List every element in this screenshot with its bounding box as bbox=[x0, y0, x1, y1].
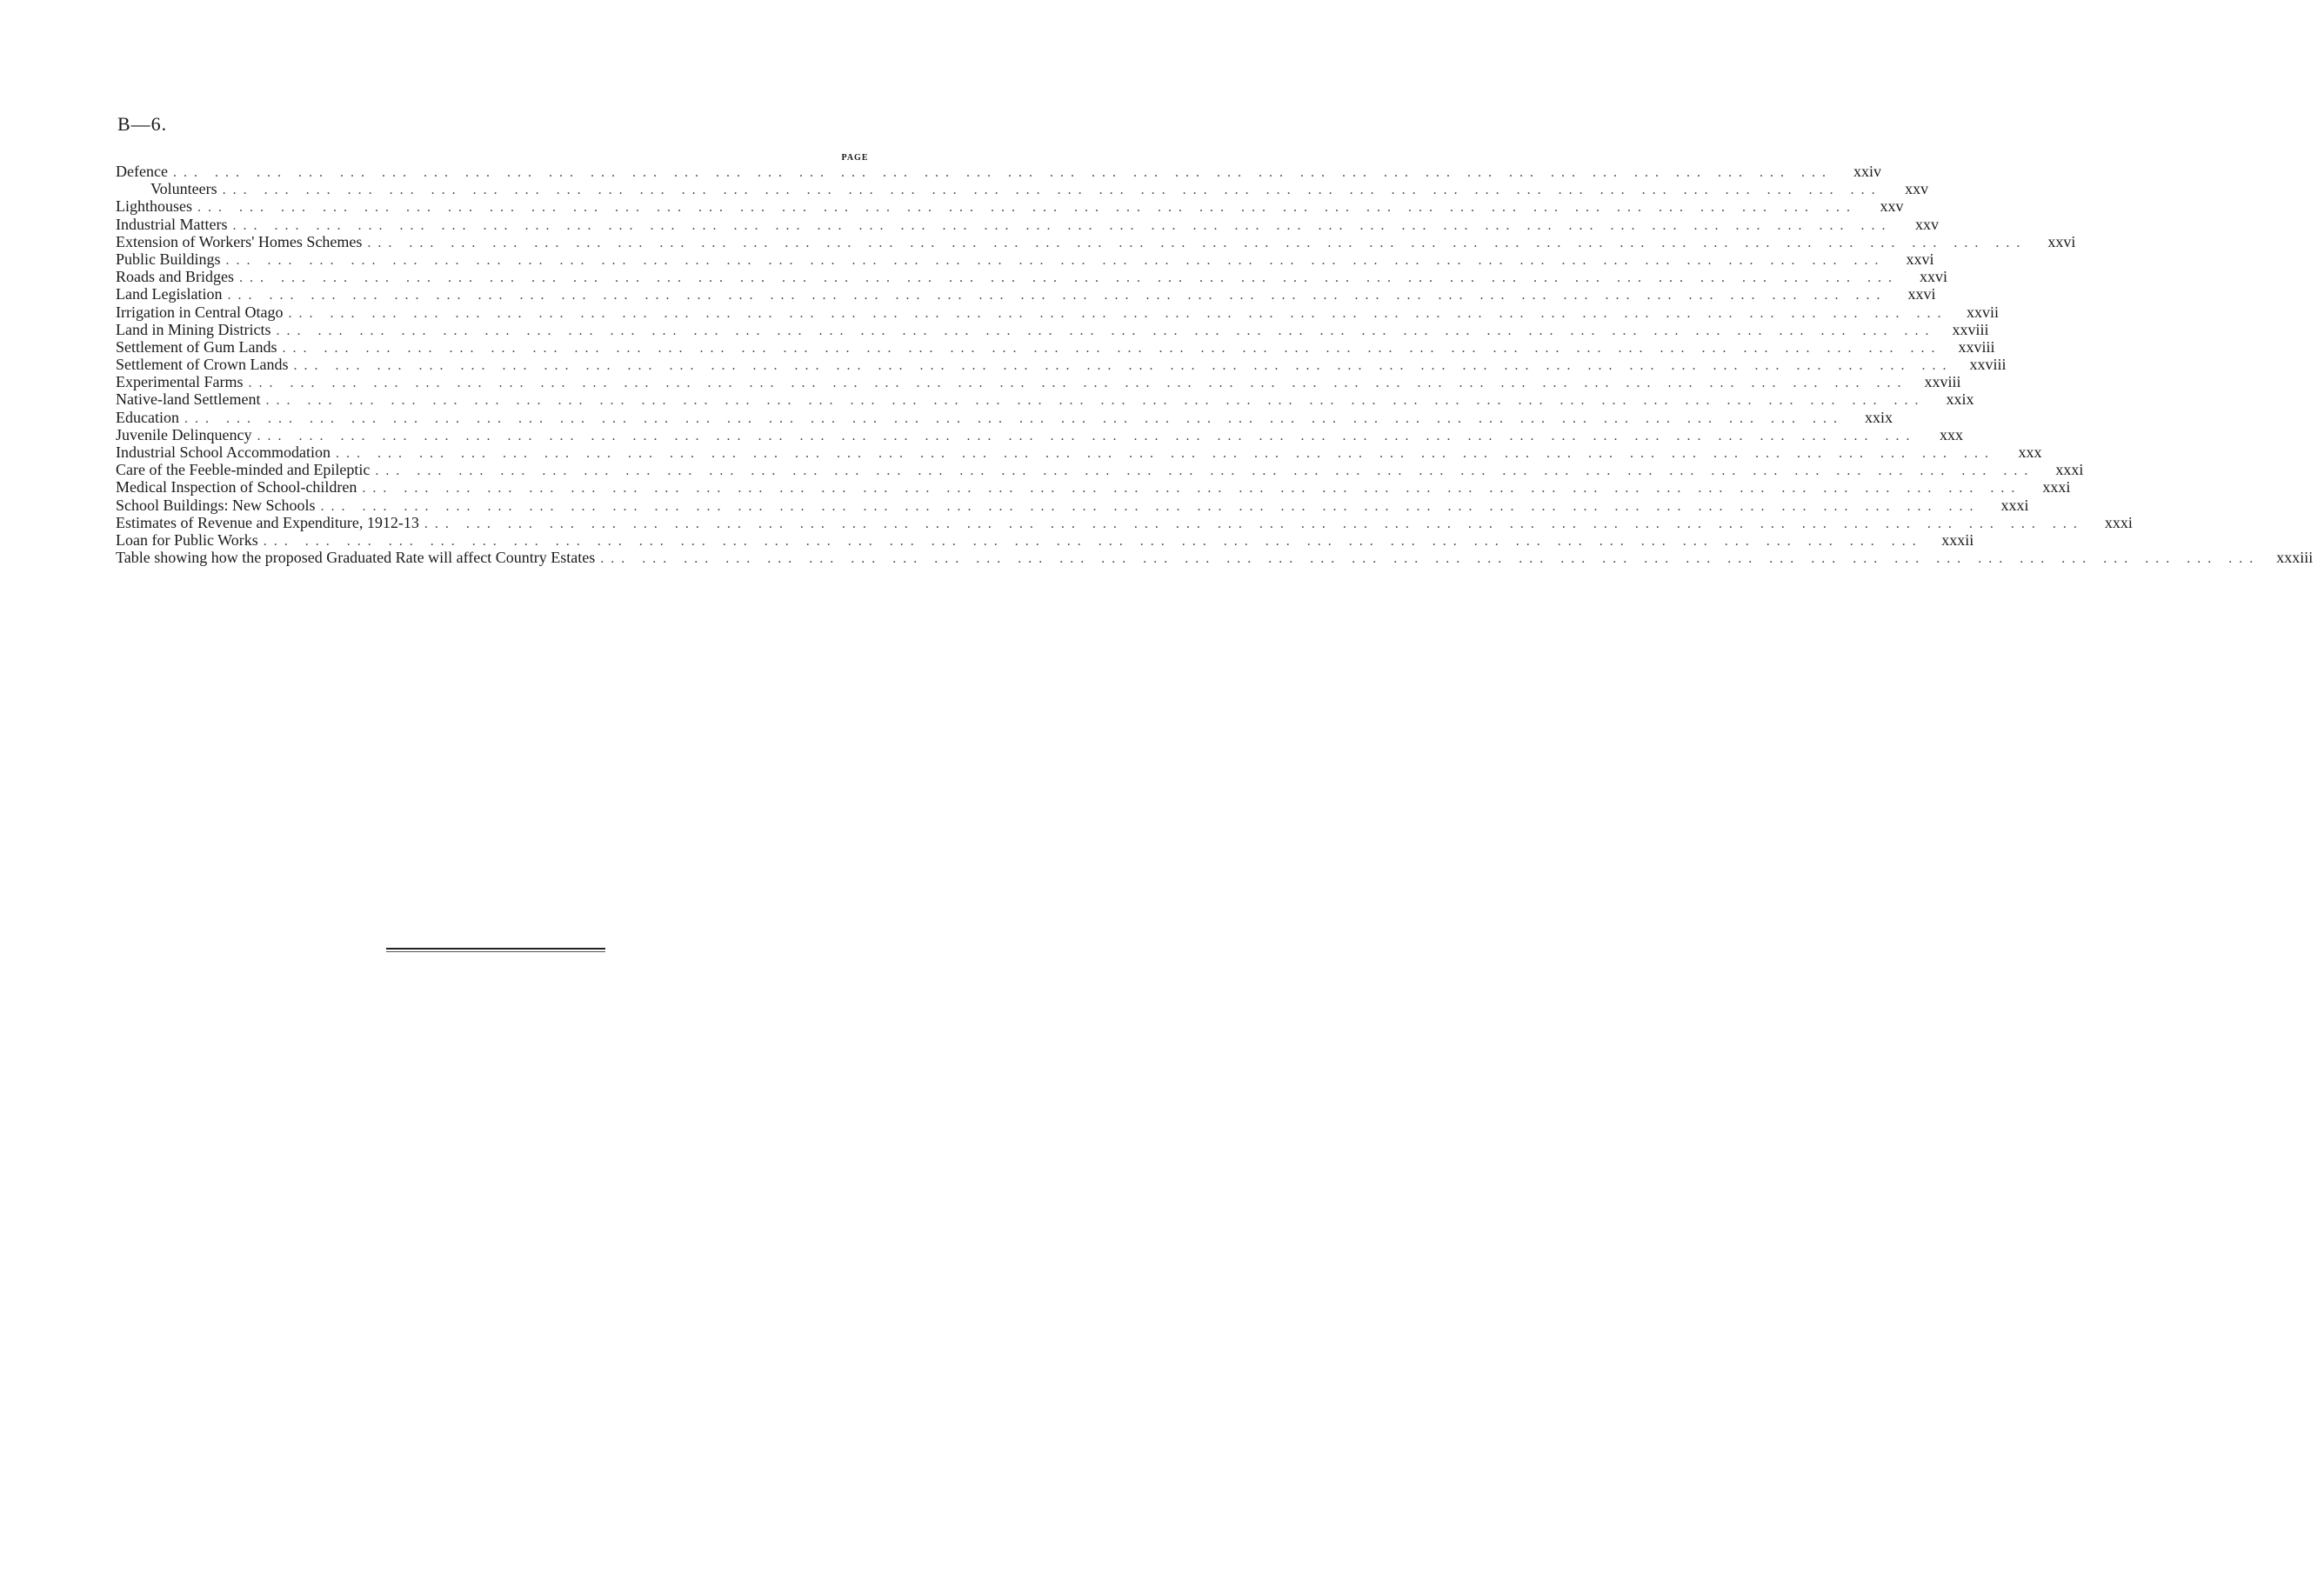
toc-entry bbox=[116, 320, 1989, 338]
toc-entry-title: Estimates of Revenue and Expenditure, 1912-13 bbox=[116, 513, 419, 531]
toc-entry bbox=[116, 443, 2042, 461]
toc-entry bbox=[116, 285, 1936, 303]
toc-entry-title: Land in Mining Districts bbox=[116, 320, 271, 338]
toc-entry bbox=[116, 373, 1961, 391]
toc-entry bbox=[116, 513, 2133, 531]
dot-leader: ... ... ... ... ... ... ... ... ... ... ... ... ... ... ... ... ... ... ... ... ... ... ... ... ... ... ... ... ... ... ... ... ... ... ... ... ... ... ... ... bbox=[362, 481, 2022, 497]
toc-entry bbox=[116, 425, 1963, 443]
toc-entry bbox=[116, 197, 1904, 216]
dot-leader: ... ... ... ... ... ... ... ... ... ... ... ... ... ... ... ... ... ... ... ... ... ... ... ... ... ... ... ... ... ... ... ... ... ... ... ... ... ... ... ... bbox=[227, 288, 1887, 303]
toc-entry bbox=[116, 461, 2084, 479]
toc-entry-title: Industrial School Accommodation bbox=[116, 443, 331, 461]
dot-leader: ... ... ... ... ... ... ... ... ... ... ... ... ... ... ... ... ... ... ... ... ... ... ... ... ... ... ... ... ... ... ... ... ... ... ... ... ... ... ... ... bbox=[172, 165, 1833, 180]
toc-entry-page: xxxi bbox=[2055, 461, 2084, 479]
toc-entry-title: Settlement of Gum Lands bbox=[116, 337, 277, 356]
toc-entry bbox=[116, 356, 2007, 374]
toc-entry bbox=[116, 215, 1939, 233]
toc-entry-title: Experimental Farms bbox=[116, 373, 244, 391]
dot-leader: ... ... ... ... ... ... ... ... ... ... ... ... ... ... ... ... ... ... ... ... ... ... ... ... ... ... ... ... ... ... ... ... ... ... ... ... ... ... ... ... bbox=[232, 217, 1893, 233]
dot-leader: ... ... ... ... ... ... ... ... ... ... ... ... ... ... ... ... ... ... ... ... ... ... ... ... ... ... ... ... ... ... ... ... ... ... ... ... ... ... ... ... bbox=[265, 393, 1926, 409]
toc-entry-page: xxviii bbox=[1924, 373, 1961, 391]
dot-leader: ... ... ... ... ... ... ... ... ... ... ... ... ... ... ... ... ... ... ... ... ... ... ... ... ... ... ... ... ... ... ... ... ... ... ... ... ... ... ... ... bbox=[263, 533, 1923, 549]
toc-entry-page: xxvi bbox=[1906, 250, 1934, 268]
dot-leader: ... ... ... ... ... ... ... ... ... ... ... ... ... ... ... ... ... ... ... ... ... ... ... ... ... ... ... ... ... ... ... ... ... ... ... ... ... ... ... ... bbox=[248, 376, 1908, 391]
table-of-contents bbox=[116, 163, 2314, 567]
toc-entry-title: Medical Inspection of School-children bbox=[116, 478, 357, 497]
toc-entry-page: xxv bbox=[1914, 215, 1939, 233]
toc-entry-title: Loan for Public Works bbox=[116, 530, 258, 549]
toc-entry-title: Irrigation in Central Otago bbox=[116, 303, 284, 321]
dot-leader: ... ... ... ... ... ... ... ... ... ... ... ... ... ... ... ... ... ... ... ... ... ... ... ... ... ... ... ... ... ... ... ... ... ... ... ... ... ... ... ... bbox=[293, 358, 1953, 374]
toc-entry-title: Extension of Workers' Homes Schemes bbox=[116, 232, 363, 250]
toc-entry-page: xxxi bbox=[2042, 478, 2071, 497]
toc-entry-page: xxiv bbox=[1853, 163, 1881, 180]
toc-entry-page: xxv bbox=[1880, 197, 1904, 216]
toc-entry-page: xxvi bbox=[1907, 285, 1936, 303]
toc-entry-page: xxx bbox=[1939, 425, 1963, 443]
dot-leader: ... ... ... ... ... ... ... ... ... ... ... ... ... ... ... ... ... ... ... ... ... ... ... ... ... ... ... ... ... ... ... ... ... ... ... ... ... ... ... ... bbox=[222, 183, 1882, 198]
page-column-header: PAGE bbox=[841, 153, 869, 163]
dot-leader: ... ... ... ... ... ... ... ... ... ... ... ... ... ... ... ... ... ... ... ... ... ... ... ... ... ... ... ... ... ... ... ... ... ... ... ... ... ... ... ... bbox=[320, 498, 1980, 514]
toc-entry bbox=[116, 163, 1881, 180]
toc-entry-page: xxxii bbox=[1941, 530, 1974, 549]
toc-entry-page: xxviii bbox=[1952, 320, 1989, 338]
toc-entry-title: Roads and Bridges bbox=[116, 268, 234, 286]
dot-leader: ... ... ... ... ... ... ... ... ... ... ... ... ... ... ... ... ... ... ... ... ... ... ... ... ... ... ... ... ... ... ... ... ... ... ... ... ... ... ... ... bbox=[600, 551, 2261, 567]
toc-entry bbox=[116, 250, 1934, 268]
dot-leader: ... ... ... ... ... ... ... ... ... ... ... ... ... ... ... ... ... ... ... ... ... ... ... ... ... ... ... ... ... ... ... ... ... ... ... ... ... ... ... ... bbox=[238, 270, 1899, 286]
dot-leader: ... ... ... ... ... ... ... ... ... ... ... ... ... ... ... ... ... ... ... ... ... ... ... ... ... ... ... ... ... ... ... ... ... ... ... ... ... ... ... ... bbox=[335, 446, 1995, 461]
dot-leader: ... ... ... ... ... ... ... ... ... ... ... ... ... ... ... ... ... ... ... ... ... ... ... ... ... ... ... ... ... ... ... ... ... ... ... ... ... ... ... ... bbox=[367, 235, 2027, 250]
toc-entry-page: xxix bbox=[1946, 390, 1974, 409]
dot-leader: ... ... ... ... ... ... ... ... ... ... ... ... ... ... ... ... ... ... ... ... ... ... ... ... ... ... ... ... ... ... ... ... ... ... ... ... ... ... ... ... bbox=[257, 428, 1917, 443]
dot-leader: ... ... ... ... ... ... ... ... ... ... ... ... ... ... ... ... ... ... ... ... ... ... ... ... ... ... ... ... ... ... ... ... ... ... ... ... ... ... ... ... bbox=[184, 410, 1844, 426]
toc-entry bbox=[116, 268, 1947, 286]
toc-entry-page: xxxiii bbox=[2276, 549, 2314, 567]
dot-leader: ... ... ... ... ... ... ... ... ... ... ... ... ... ... ... ... ... ... ... ... ... ... ... ... ... ... ... ... ... ... ... ... ... ... ... ... ... ... ... ... bbox=[375, 463, 2035, 479]
toc-entry-title: School Buildings: New Schools bbox=[116, 496, 316, 514]
dot-leader: ... ... ... ... ... ... ... ... ... ... ... ... ... ... ... ... ... ... ... ... ... ... ... ... ... ... ... ... ... ... ... ... ... ... ... ... ... ... ... ... bbox=[225, 252, 1886, 268]
dot-leader: ... ... ... ... ... ... ... ... ... ... ... ... ... ... ... ... ... ... ... ... ... ... ... ... ... ... ... ... ... ... ... ... ... ... ... ... ... ... ... ... bbox=[197, 200, 1857, 216]
toc-entry-title: Education bbox=[116, 408, 179, 426]
toc-entry-page: xxx bbox=[2018, 443, 2042, 461]
dot-leader: ... ... ... ... ... ... ... ... ... ... ... ... ... ... ... ... ... ... ... ... ... ... ... ... ... ... ... ... ... ... ... ... ... ... ... ... ... ... ... ... bbox=[276, 323, 1936, 338]
toc-entry-page: xxvi bbox=[1919, 268, 1947, 286]
toc-entry bbox=[116, 337, 1995, 356]
toc-entry bbox=[116, 180, 1929, 198]
dot-leader: ... ... ... ... ... ... ... ... ... ... ... ... ... ... ... ... ... ... ... ... ... ... ... ... ... ... ... ... ... ... ... ... ... ... ... ... ... ... ... ... bbox=[282, 340, 1942, 356]
page-reference: B—6. bbox=[117, 113, 168, 135]
toc-entry-page: xxxi bbox=[2104, 513, 2133, 531]
toc-entry-title: Native-land Settlement bbox=[116, 390, 261, 409]
toc-entry-title: Industrial Matters bbox=[116, 215, 228, 233]
toc-entry-title: Table showing how the proposed Graduated Rate will affect Country Estates bbox=[116, 549, 596, 567]
toc-entry-page: xxviii bbox=[1969, 356, 2007, 374]
toc-entry bbox=[116, 530, 1974, 549]
toc-entry-title: Juvenile Delinquency bbox=[116, 425, 252, 443]
toc-entry-page: xxv bbox=[1905, 180, 1929, 198]
toc-entry bbox=[116, 478, 2071, 497]
toc-entry bbox=[116, 390, 1974, 409]
dot-leader: ... ... ... ... ... ... ... ... ... ... ... ... ... ... ... ... ... ... ... ... ... ... ... ... ... ... ... ... ... ... ... ... ... ... ... ... ... ... ... ... bbox=[424, 516, 2084, 531]
toc-entry-page: xxvii bbox=[1966, 303, 1999, 321]
toc-entry-page: xxix bbox=[1864, 408, 1893, 426]
toc-entry-title: Defence bbox=[116, 163, 168, 180]
dot-leader: ... ... ... ... ... ... ... ... ... ... ... ... ... ... ... ... ... ... ... ... ... ... ... ... ... ... ... ... ... ... ... ... ... ... ... ... ... ... ... ... bbox=[288, 305, 1948, 321]
toc-entry bbox=[116, 549, 2314, 567]
toc-entry bbox=[116, 232, 2076, 250]
toc-entry-title: Care of the Feeble-minded and Epileptic bbox=[116, 461, 371, 479]
toc-entry-page: xxviii bbox=[1958, 337, 1995, 356]
toc-entry-title: Settlement of Crown Lands bbox=[116, 356, 289, 374]
toc-entry bbox=[116, 408, 1893, 426]
toc-entry-title: Lighthouses bbox=[116, 197, 192, 216]
toc-entry-title: Volunteers bbox=[150, 180, 217, 198]
section-divider-rule bbox=[386, 948, 605, 953]
toc-entry bbox=[116, 303, 1999, 321]
toc-entry-title: Public Buildings bbox=[116, 250, 221, 268]
toc-entry-page: xxvi bbox=[2047, 232, 2076, 250]
toc-entry-page: xxxi bbox=[2000, 496, 2029, 514]
toc-entry-title: Land Legislation bbox=[116, 285, 223, 303]
toc-entry bbox=[116, 496, 2029, 514]
